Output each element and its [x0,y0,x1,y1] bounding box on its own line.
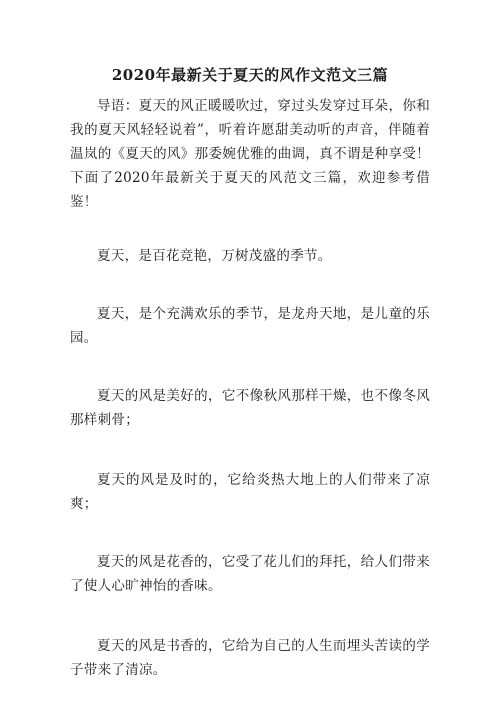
paragraph-4: 夏天的风是及时的，它给炎热大地上的人们带来了凉爽； [70,472,430,512]
paragraph-3: 夏天的风是美好的，它不像秋风那样干燥，也不像冬风那样刺骨； [70,388,430,428]
paragraph-2: 夏天，是个充满欢乐的季节，是龙舟天地，是儿童的乐园。 [70,306,430,346]
intro-paragraph: 导语：夏天的风正暖暖吹过，穿过头发穿过耳朵，你和我的夏天风轻轻说着”，听着许愿甜美动听的声音，伴随着温岚的《夏天的风》那委婉优雅的曲调，真不谓是种享受！下面了2020年最新关于夏天的风范文三篇，欢迎参考借鉴！ [70,98,430,210]
paragraph-1: 夏天，是百花竞艳，万树茂盛的季节。 [97,248,332,264]
paragraph-6: 夏天的风是书香的，它给为自己的人生而埋头苦读的学子带来了清凉。 [70,638,430,678]
document-title: 2020年最新关于夏天的风作文范文三篇 [111,66,389,84]
paragraph-5: 夏天的风是花香的，它受了花儿们的拜托，给人们带来了使人心旷神怡的香味。 [70,554,430,594]
